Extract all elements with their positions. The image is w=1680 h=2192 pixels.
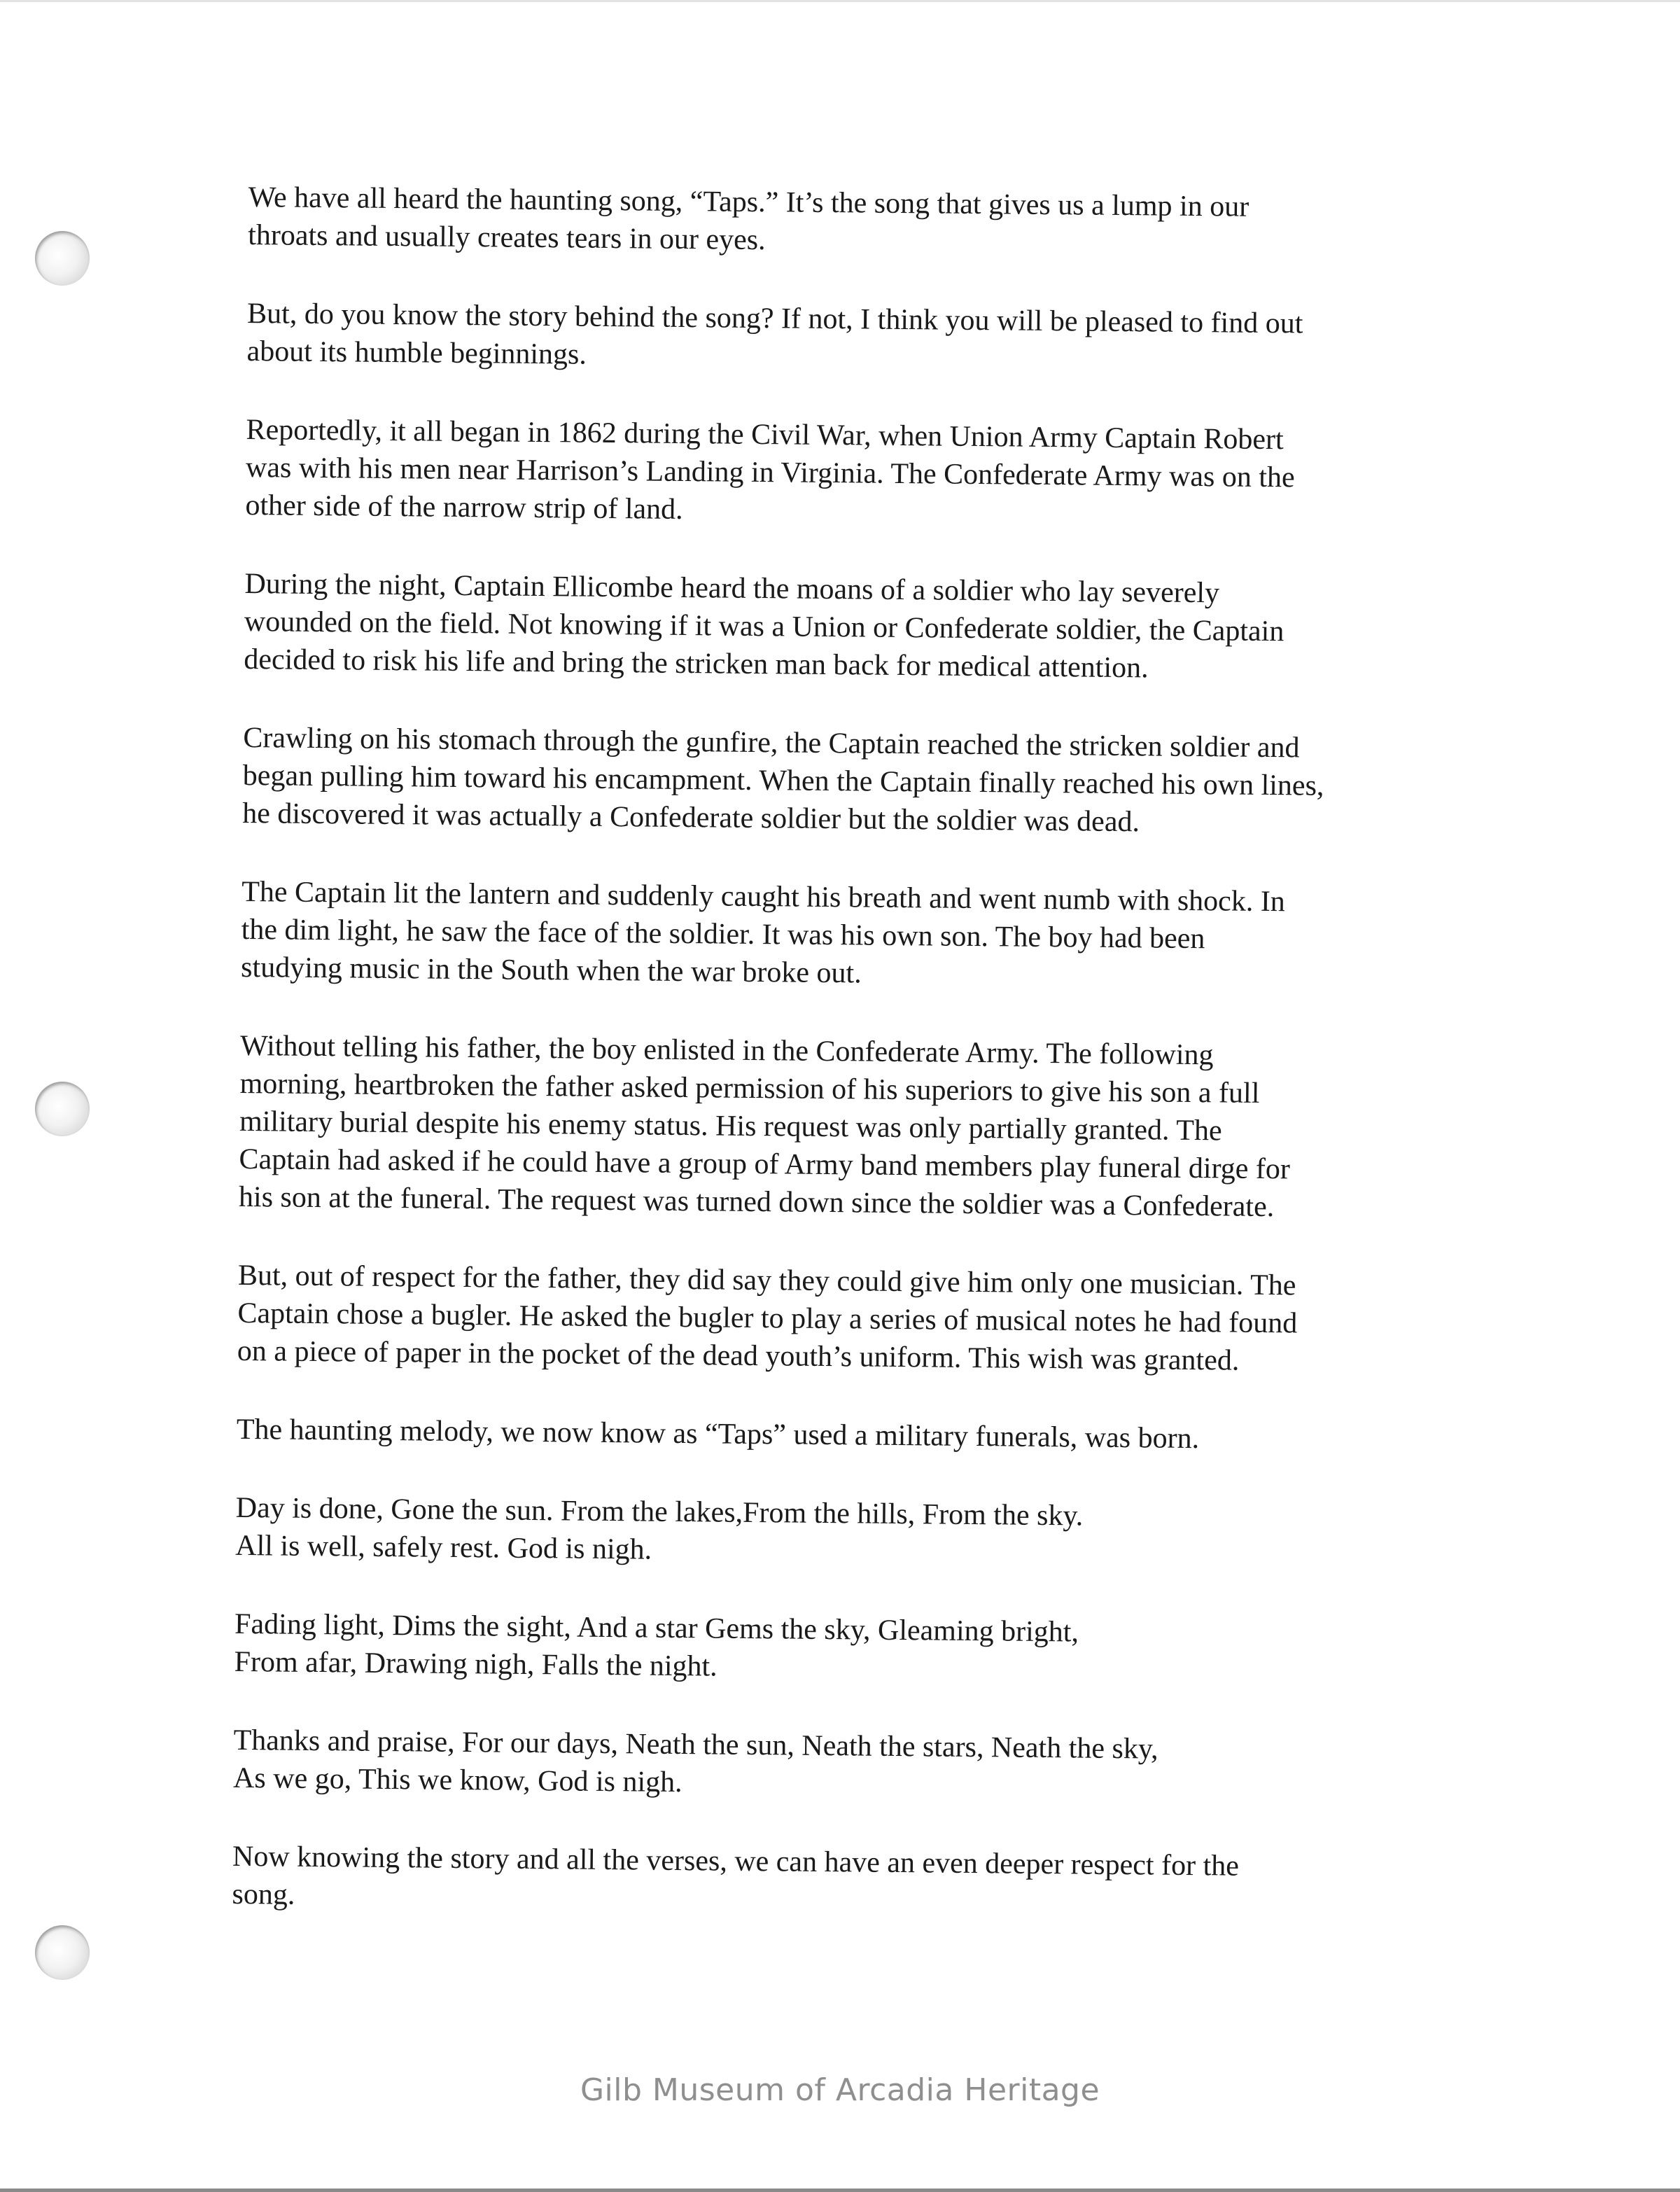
paragraph-lantern: The Captain lit the lantern and suddenly caught his breath and went numb with shock. In the dim light, he saw the face of the soldier. It was his own son. The boy had been studying music in the South when the war broke out.	[240, 875, 1286, 990]
page-top-edge	[0, 0, 1680, 2]
paragraph-intro: We have all heard the haunting song, “Taps.” It’s the song that gives us a lump in our throats and usually creates tears in our eyes.	[248, 181, 1250, 257]
paragraph-question: But, do you know the story behind the song? If not, I think you will be pleased to find out about its humble beginnings.	[246, 297, 1303, 371]
paragraph-crawling: Crawling on his stomach through the gunfire, the Captain reached the stricken soldier and began pulling him toward his encampment. When the Captain finally reached his own lines, he discovered it was actually a Confederate soldier but the soldier was dead.	[242, 721, 1324, 839]
verse-one: Day is done, Gone the sun. From the lakes,From the hills, From the sky. All is well, safely rest. God is nigh.	[235, 1491, 1084, 1566]
binder-hole-top	[35, 231, 90, 286]
document-body	[232, 179, 1460, 1965]
paragraph-origin: Reportedly, it all began in 1862 during the Civil War, when Union Army Captain Robert was with his men near Harrison’s Landing in Virginia. The Confederate Army was on the other side of the narrow strip of land.	[245, 413, 1295, 526]
binder-hole-middle	[35, 1082, 90, 1136]
paragraph-melody: The haunting melody, we now know as “Taps” used a military funerals, was born.	[236, 1413, 1200, 1455]
paragraph-night: During the night, Captain Ellicombe heard the moans of a soldier who lay severely wounded on the field. Not knowing if it was a Union or Confederate soldier, the Captain decided to risk his life and bring the stricken man back for medical attention.	[244, 567, 1284, 685]
verse-two: Fading light, Dims the sight, And a star Gems the sky, Gleaming bright, From afar, Drawing nigh, Falls the night.	[234, 1607, 1079, 1683]
verse-three: Thanks and praise, For our days, Neath the sun, Neath the stars, Neath the sky, As we go, This we know, God is nigh.	[232, 1724, 1158, 1799]
paragraph-enlisted: Without telling his father, the boy enlisted in the Confederate Army. The following morning, heartbroken the father asked permission of his superiors to give his son a full military burial despite his enemy status. His request was only partially granted. The Captain had asked if he could have a group of Army band members play funeral dirge for his son at the funeral. The request was turned down since the soldier was a Confederate.	[238, 1029, 1291, 1224]
page-bottom-edge	[0, 2188, 1680, 2192]
museum-watermark: Gilb Museum of Arcadia Heritage	[580, 2072, 1100, 2108]
paragraph-closing: Now knowing the story and all the verses, we can have an even deeper respect for the song.	[232, 1840, 1240, 1911]
binder-hole-bottom	[35, 1925, 90, 1980]
paragraph-bugler: But, out of respect for the father, they did say they could give him only one musician. The Captain chose a bugler. He asked the bugler to play a series of musical notes he had found on a piece of paper in the pocket of the dead youth’s uniform. This wish was granted.	[237, 1259, 1298, 1377]
